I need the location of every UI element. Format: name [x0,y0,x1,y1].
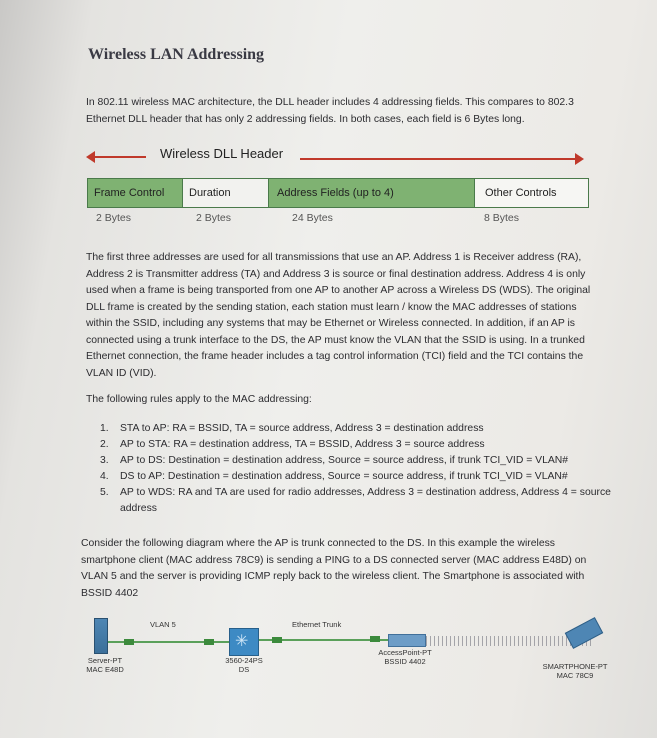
field-frame-control: Frame Control [88,179,183,207]
consider-paragraph: Consider the following diagram where the AP is trunk connected to the DS. In this example the wireless smartphone client (MAC address 78C9) is sending a PING to a DS connected server (MAC address E48D) on VLAN 5 and the server is providing ICMP reply back to the wireless client. The Smartphone is associated with BSSID 4402 [81,538,587,599]
vlan-label: VLAN 5 [150,620,176,629]
rules-list [86,421,624,517]
link-marker [124,639,134,645]
trunk-label: Ethernet Trunk [292,620,342,629]
link-marker [370,636,380,642]
field-duration: Duration [183,179,269,207]
list-item: 5. AP to WDS: RA and TA are used for radio addresses, Address 3 = destination address, Address 4 = source address [100,487,611,514]
link-marker [204,639,214,645]
body-paragraph: The first three addresses are used for all transmissions that use an AP. Address 1 is Receiver address (RA), Address 2 is Transmitter address (TA) and Address 3 is source or final destination address. Address 4 is only used when a frame is being transported from one AP to another AP across a Wireless DS (WDS). The original DLL frame is created by the sending station, each station must learn / know the MAC addresses of stations within the SSID, including any systems that may be Ethernet or Wireless connected. In addition, if an AP is connected using a trunk interface to the DS, the AP must know the VLAN that the SSID is using. In a trunked Ethernet connection, the frame header includes a tag control information (TCI) field and the TCI contains the VLAN ID (VID). [86,252,591,379]
switch-labels: 3560-24PS DS [225,656,263,674]
right-arrow-icon [300,158,580,160]
page-title: Wireless LAN Addressing [88,46,265,63]
header-label: Wireless DLL Header [160,146,284,161]
bytes-address: 24 Bytes [292,212,333,224]
field-address: Address Fields (up to 4) [269,179,475,207]
bytes-duration: 2 Bytes [196,212,232,224]
rules-intro: The following rules apply to the MAC addressing: [86,394,312,405]
network-diagram [80,612,620,712]
phone-labels: SMARTPHONE-PT MAC 78C9 [542,662,608,680]
link-marker [272,637,282,643]
list-item: 4. DS to AP: Destination = destination address, Source = source address, if trunk TCI_VID = VLAN# [100,471,568,482]
ap-labels: AccessPoint-PT BSSID 4402 [378,648,432,666]
access-point-icon [388,634,426,647]
server-labels: Server-PT MAC E48D [86,656,124,674]
left-arrow-icon [88,156,146,158]
list-item: 1. STA to AP: RA = BSSID, TA = source address, Address 3 = destination address [100,423,484,434]
list-item: 2. AP to STA: RA = destination address, TA = BSSID, Address 3 = source address [100,439,485,450]
frame-diagram [87,178,589,208]
intro-paragraph: In 802.11 wireless MAC architecture, the DLL header includes 4 addressing fields. This compares to 802.3 Ethernet DLL header that has only 2 addressing fields. In both cases, each field is 6 Bytes long. [86,97,574,125]
list-item: 3. AP to DS: Destination = destination address, Source = source address, if trunk TCI_VID = VLAN# [100,455,569,466]
field-other-controls: Other Controls [475,179,588,207]
switch-icon [229,628,259,656]
bytes-frame-control: 2 Bytes [96,212,132,224]
server-icon [94,618,108,654]
bytes-other-controls: 8 Bytes [484,212,520,224]
dll-header-caption [86,146,586,166]
